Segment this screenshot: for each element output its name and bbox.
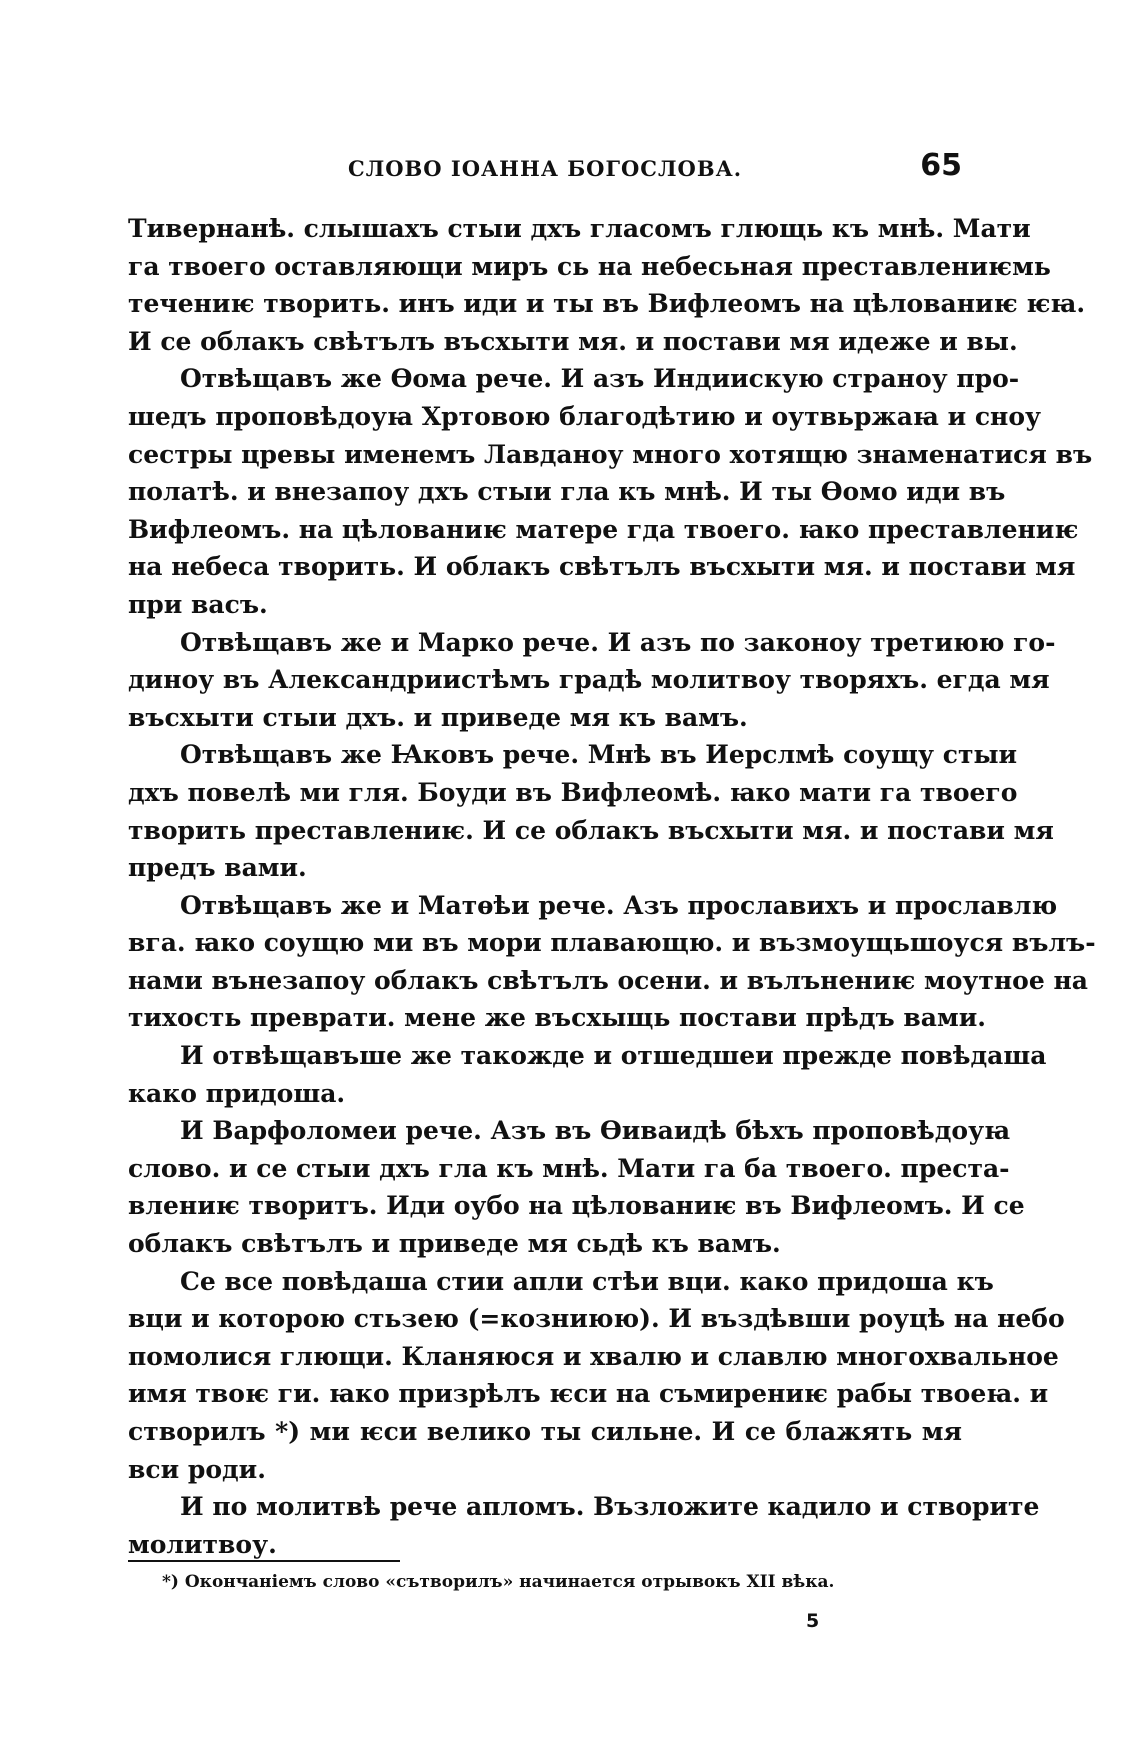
text-line: тихость преврати. мене же въсхыщь постави прѣдъ вами. [128,1003,986,1033]
text-line: имя твоѥ ги. ꙗко призрѣлъ ѥси на съмирениѥ рабы твоеꙗ. и [128,1379,1049,1409]
running-head [128,148,962,188]
text-line: како придоша. [128,1078,346,1108]
text-line: И по молитвѣ рече апломъ. Възложите кадило и створите [180,1492,1040,1522]
footnote: *) Окончаніемъ слово «сътворилъ» начинается отрывокъ XII вѣка. [162,1572,835,1592]
text-line: Тивернанѣ. слышахъ стыи дхъ гласомъ глющь къ мнѣ. Мати [128,214,1031,243]
text-line: га твоего оставляющи миръ сь на небесьная преставлениѥмь [128,251,1051,281]
text-line: вси роди. [128,1454,266,1484]
text-line: творить преставлениѥ. И се облакъ въсхыти мя. и постави мя [128,815,1054,845]
text-line: при васъ. [128,589,268,619]
text-line: И се облакъ свѣтълъ въсхыти мя. и постави мя идеже и вы. [128,326,1018,356]
text-line: течениѥ творить. инъ иди и ты въ Вифлеомъ на цѣлованиѥ ѥꙗ. [128,289,1086,319]
text-line: облакъ свѣтълъ и приведе мя сьдѣ къ вамъ. [128,1229,781,1259]
text-line: полатѣ. и внезапоу дхъ стыи гла къ мнѣ. И ты Ѳомо иди въ [128,477,1006,507]
text-line: шедъ проповѣдоуꙗ Хртовою благодѣтию и оутвьржаꙗ и сноу [128,401,1042,431]
text-line: Отвѣщавъ же Ꙗковъ рече. Мнѣ въ Иерслмѣ соущу стыи [180,740,1018,770]
text-line: Вифлеомъ. на цѣлованиѥ матере гда твоего. ꙗко преставлениѥ [128,514,1079,544]
text-line: Отвѣщавъ же Ѳома рече. И азъ Индиискую страноу про- [180,364,1020,394]
text-line: вци и которою стьзею (=козниюю). И въздѣвши роуцѣ на небо [128,1304,1065,1334]
text-line: на небеса творить. И облакъ свѣтълъ въсхыти мя. и постави мя [128,552,1076,582]
text-line: Отвѣщавъ же и Матѳѣи рече. Азъ прославихъ и прославлю [180,890,1058,920]
signature-mark: 5 [806,1610,820,1632]
text-line: молитвоу. [128,1529,277,1559]
running-title: СЛОВО ІОАННА БОГОСЛОВА. [347,156,743,181]
text-line: помолися глющи. Кланяюся и хвалю и славлю многохвальное [128,1341,1059,1371]
text-line: Се все повѣдаша стии апли стѣи вци. како придоша къ [180,1266,994,1296]
text-line: Отвѣщавъ же и Марко рече. И азъ по законоу третиюю го- [180,627,1056,657]
text-line: диноу въ Александриистѣмъ градѣ молитвоу творяхъ. егда мя [128,665,1050,695]
text-line: вга. ꙗко соущю ми въ мори плавающю. и възмоущьшоуся вълъ- [128,928,1096,958]
text-line: слово. и се стыи дхъ гла къ мнѣ. Мати га ба твоего. преста- [128,1153,1010,1183]
text-line: предъ вами. [128,853,307,883]
text-line: сестры цревы именемъ Лавданоу много хотящю знаменатися въ [128,439,1093,469]
text-line: И Варфоломеи рече. Азъ въ Ѳиваидѣ бѣхъ проповѣдоуꙗ [180,1116,1011,1146]
text-block [128,210,1096,1563]
text-line: нами вънезапоу облакъ свѣтълъ осени. и вълънениѥ моутное на [128,965,1088,995]
text-line: влениѥ творитъ. Иди оубо на цѣлованиѥ въ Вифлеомъ. И се [128,1191,1025,1221]
text-line: дхъ повелѣ ми гля. Боуди въ Вифлеомѣ. ꙗко мати га твоего [128,777,1018,807]
text-line: въсхыти стыи дхъ. и приведе мя къ вамъ. [128,702,748,732]
text-line: створилъ *) ми ѥси велико ты сильне. И се блажять мя [128,1417,962,1446]
text-line: И отвѣщавъше же такожде и отшедшеи прежде повѣдаша [180,1041,1047,1071]
page-number: 65 [920,148,962,183]
footnote-rule [128,1560,400,1562]
